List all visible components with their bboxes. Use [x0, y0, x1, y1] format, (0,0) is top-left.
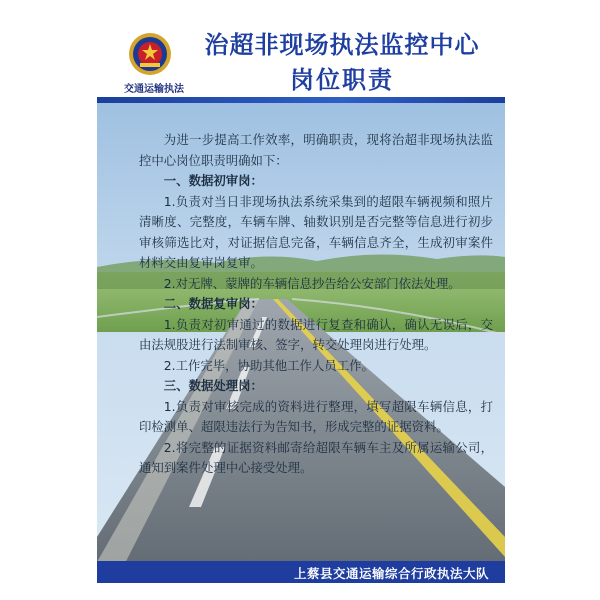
agency-label: 交通运输执法: [124, 84, 184, 95]
section-heading-processing: 三、数据处理岗：: [163, 378, 263, 393]
header-divider: [97, 97, 505, 103]
section-item: 1.负责对初审通过的数据进行复查和确认，确认无误后，交由法规股进行法制审核、签字，转交处理岗进行处理。: [139, 316, 493, 352]
section-heading-second-review: 二、数据复审岗：: [163, 296, 263, 311]
section-item: 2.工作完毕，协助其他工作人员工作。: [163, 357, 374, 373]
footer-organization: 上蔡县交通运输综合行政执法大队: [293, 566, 489, 581]
footer-bar: [97, 561, 505, 583]
page-title: 治超非现场执法监控中心: [204, 31, 480, 59]
section-heading-initial-review: 一、数据初审岗：: [163, 173, 263, 188]
intro-paragraph: 为进一步提高工作效率，明确职责，现将治超非现场执法监控中心岗位职责明确如下：: [139, 132, 493, 168]
section-item: 2.将完整的证据资料邮寄给超限车辆车主及所属运输公司，通知到案件处理中心接受处理。: [139, 439, 493, 475]
section-item: 1.负责对审核完成的资料进行整理，填写超限车辆信息，打印检测单、超限违法行为告知书，形成完整的证据资料。: [139, 398, 493, 434]
page-subtitle: 岗位职责: [290, 66, 394, 94]
police-emblem-icon: [127, 31, 173, 77]
section-item: 2.对无牌、蒙牌的车辆信息抄告给公安部门依法处理。: [163, 275, 461, 291]
poster: [97, 17, 505, 583]
section-item: 1.负责对当日非现场执法系统采集到的超限车辆视频和照片清晰度、完整度，车辆车牌、轴数识别是否完整等信息进行初步审核筛选比对，对证据信息完备，车辆信息齐全，生成初审案件材料交由复审岗复审。: [139, 193, 493, 270]
header: [97, 17, 505, 97]
duties-content: [139, 130, 493, 479]
